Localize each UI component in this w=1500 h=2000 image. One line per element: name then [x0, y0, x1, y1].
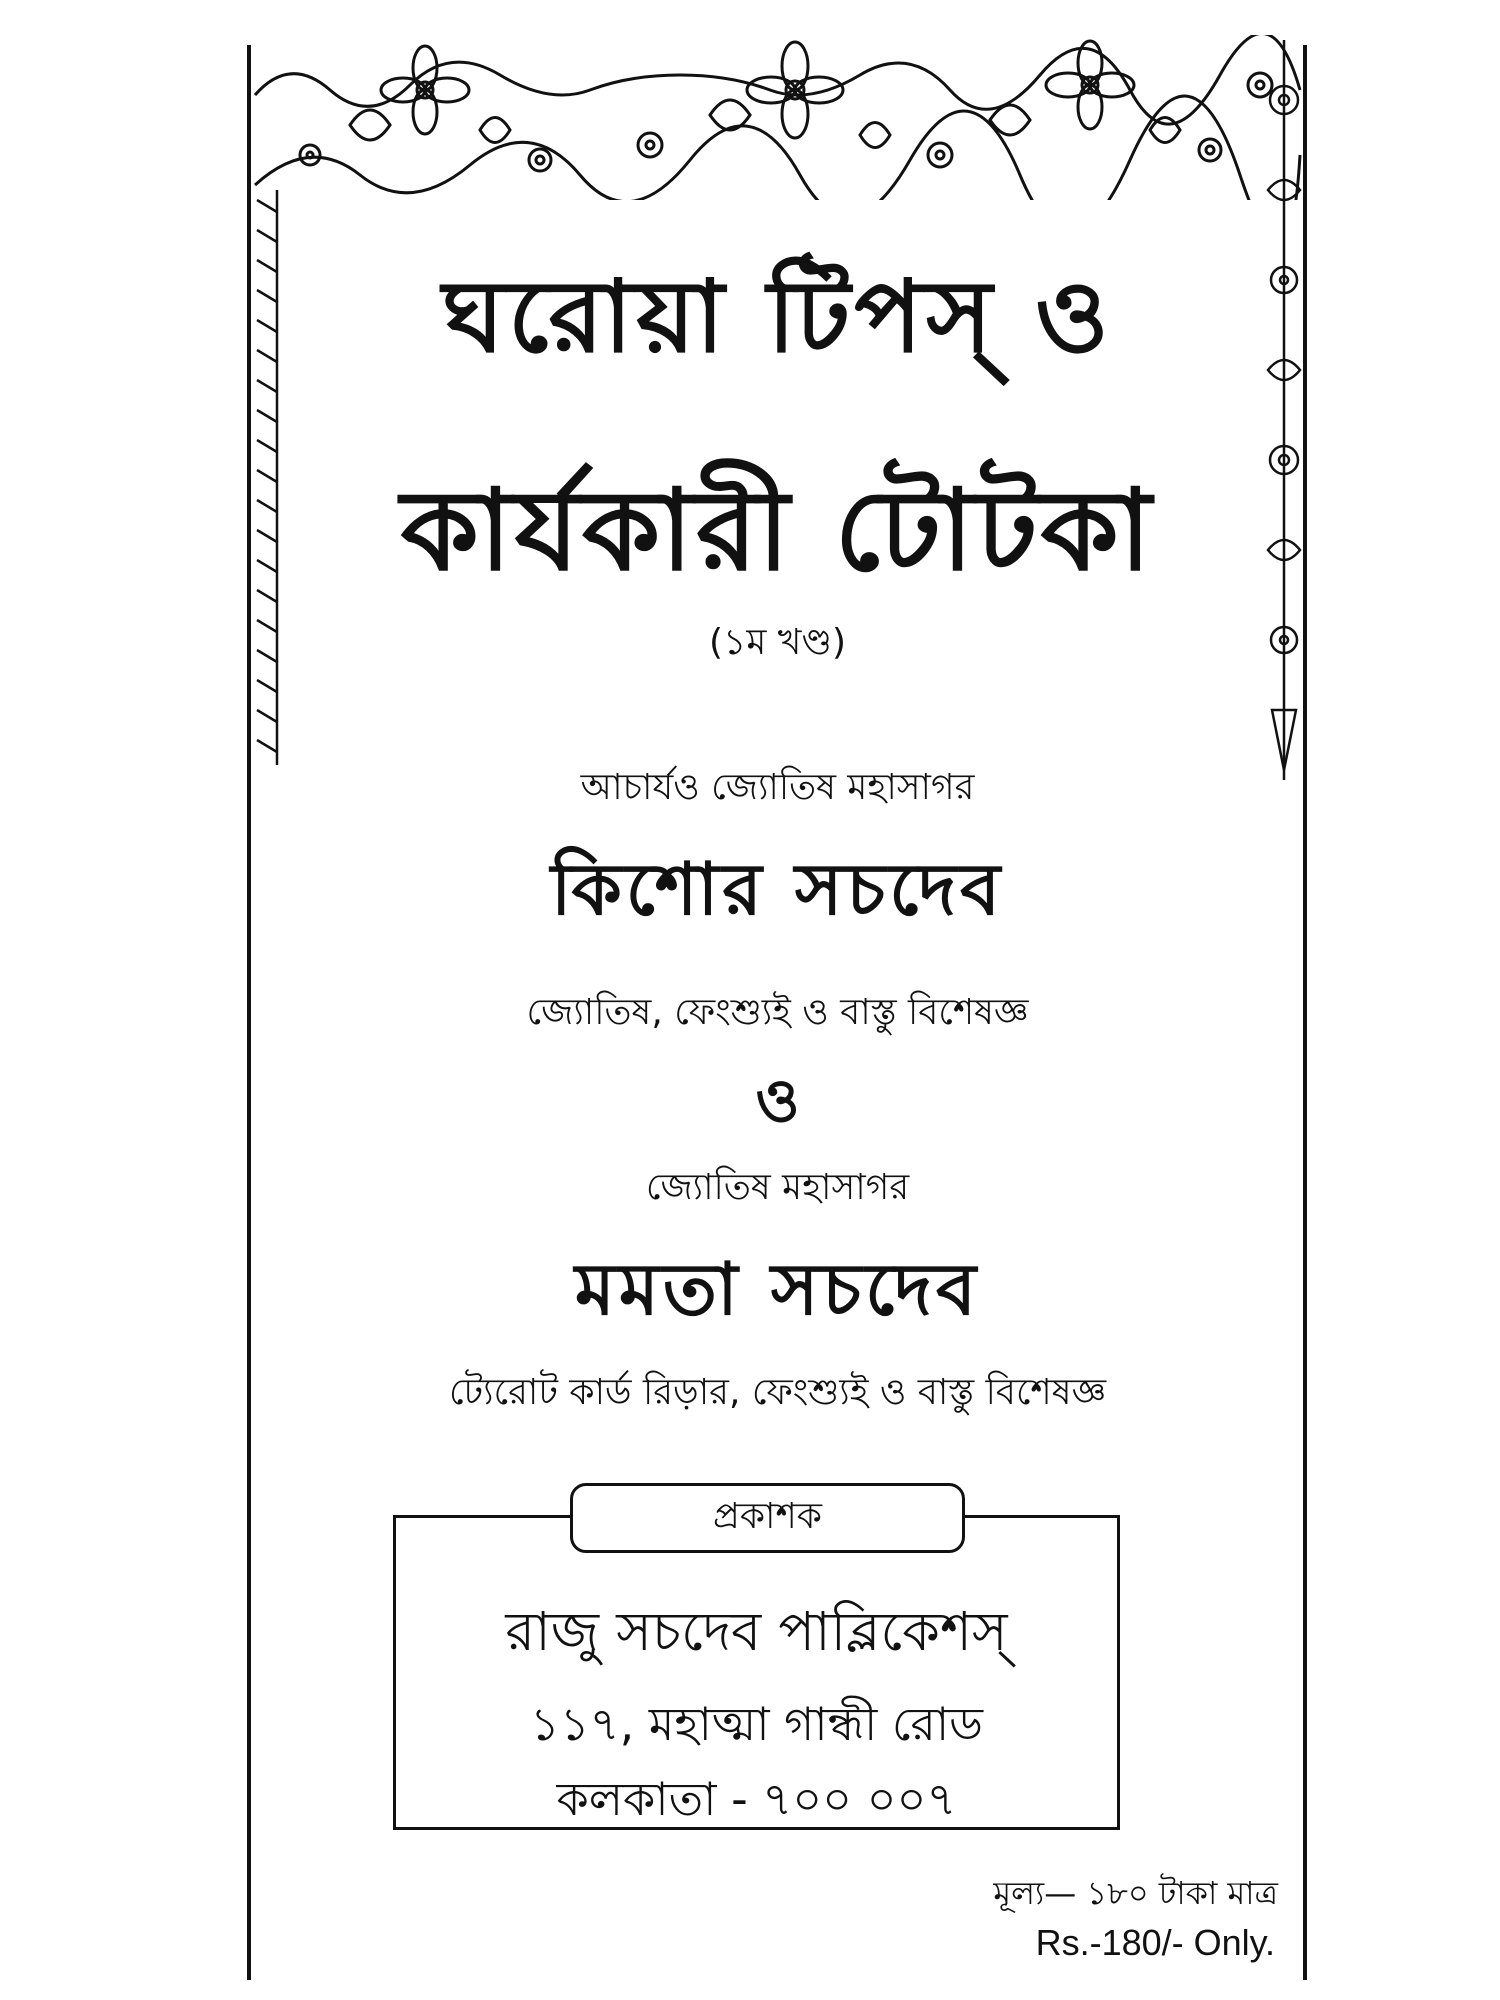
author1-name: কিশোর সচদেব	[550, 847, 1005, 931]
publisher-name: রাজু সচদেব পাব্লিকেশস্	[505, 1600, 1008, 1663]
floral-border-icon	[250, 35, 1305, 200]
book-title-line2: কার্যকারী টোটকা	[400, 466, 1155, 596]
publisher-city: কলকাতা - ৭০০ ০০৭	[556, 1772, 957, 1826]
price-bengali: মূল্য— ১৮০ টাকা মাত্র	[993, 1874, 1278, 1912]
price-english: Rs.-180/- Only.	[1035, 1922, 1275, 1963]
connector-and: ও	[755, 1066, 800, 1136]
author2-name: মমতা সচদেব	[574, 1247, 981, 1331]
author2-expertise: ট্যেরোট কার্ড রিড়ার, ফেংশ্যুই ও বাস্তু বিশেষজ্ঞ	[448, 1372, 1107, 1413]
publisher-label: প্রকাশক	[570, 1483, 965, 1553]
author1-prefix: আচার্যও জ্যোতিষ মহাসাগর	[580, 767, 975, 808]
author2-prefix: জ্যোতিষ মহাসাগর	[645, 1167, 910, 1208]
author1-expertise: জ্যোতিষ, ফেংশ্যুই ও বাস্তু বিশেষজ্ঞ	[526, 992, 1029, 1033]
publisher-address: ১১৭, মহাত্মা গান্ধী রোড	[529, 1697, 984, 1751]
book-part: (১ম খণ্ড)	[708, 622, 847, 663]
book-title-line1: ঘরোয়া টিপস্ ও	[442, 258, 1113, 375]
